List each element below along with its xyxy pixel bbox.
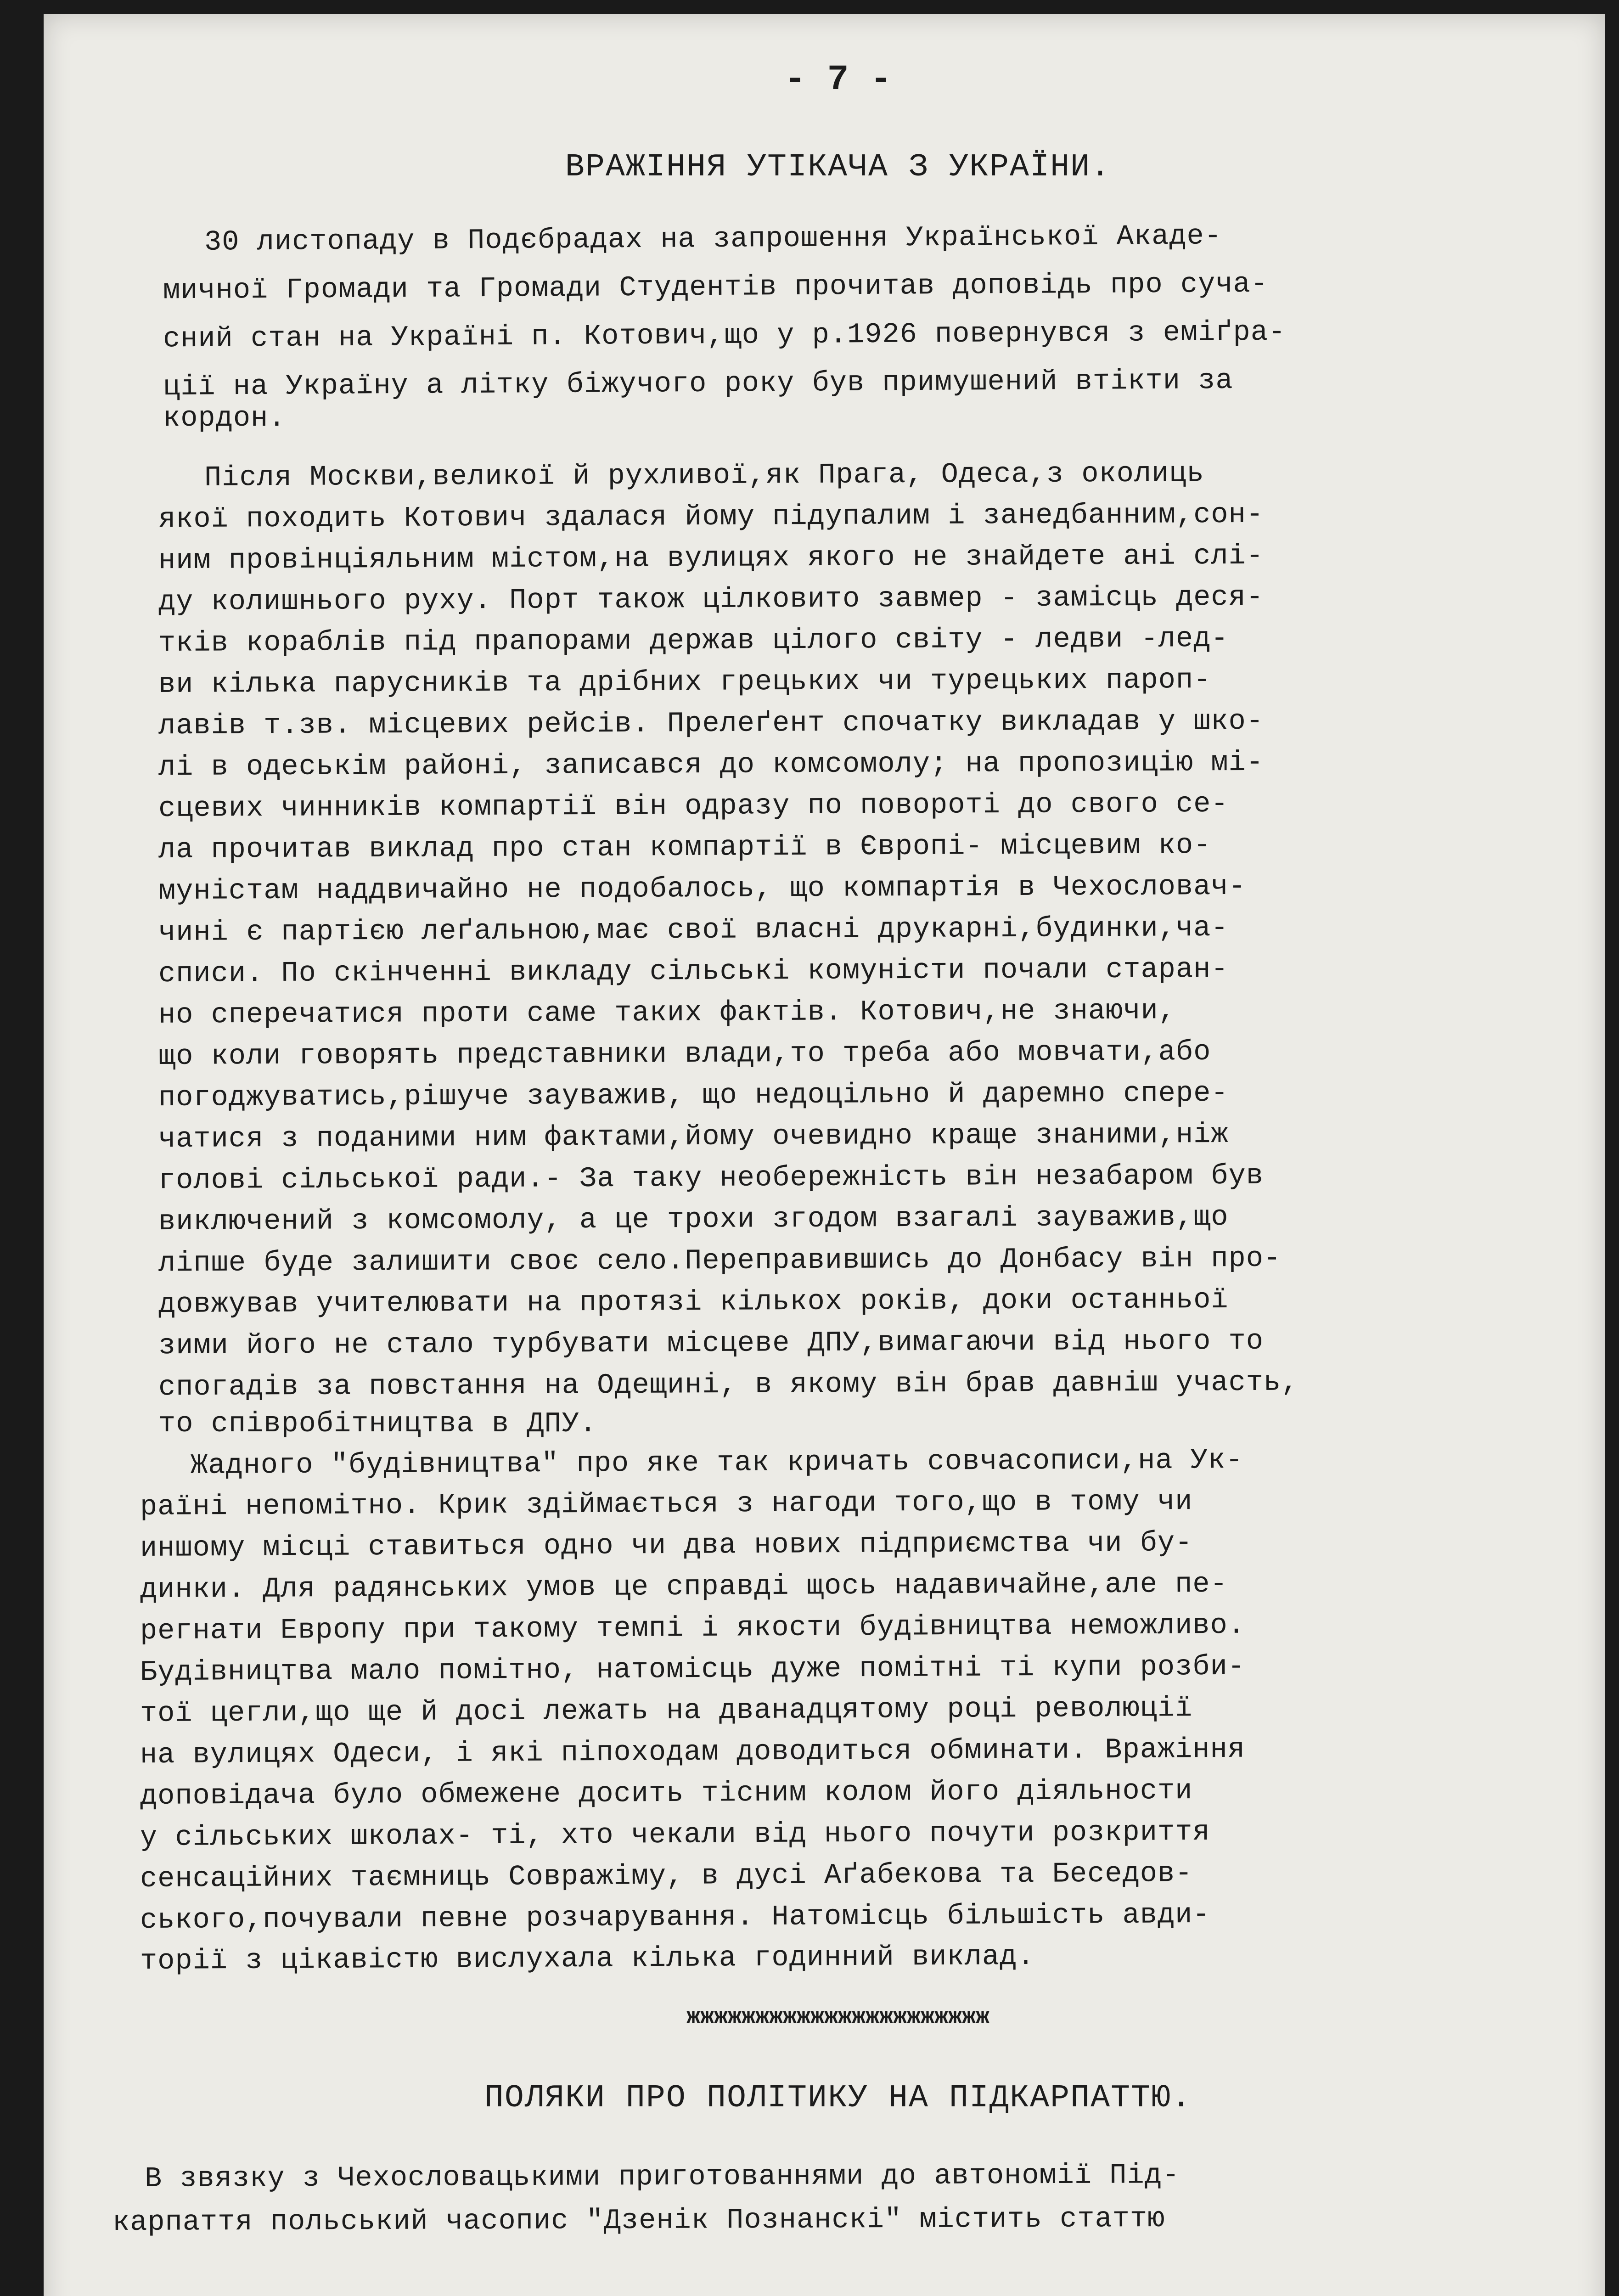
text-line: що коли говорять представники влади,то треба або мовчати,або [158, 1035, 1211, 1073]
text-line: лавів т.зв. місцевих рейсів. Прелеґент спочатку викладав у шко- [158, 704, 1264, 743]
text-line: тків кораблів під прапорами держав цілого світу - ледви -лед- [158, 622, 1229, 660]
text-line: у сільських школах- ті, хто чекали від нього почути розкриття [140, 1815, 1210, 1854]
text-line: ду колишнього руху. Порт також цілковито завмер - замісць деся- [158, 580, 1264, 619]
text-line: 30 листопаду в Подєбрадах на запрошення Української Акаде- [204, 219, 1222, 259]
text-line: торії з цікавістю вислухала кілька годинний виклад. [140, 1940, 1035, 1978]
text-line: раїні непомітно. Крик здіймається з нагоди того,що в тому чи [140, 1485, 1193, 1524]
text-line: регнати Европу при такому темпі і якости будівництва неможливо. [140, 1609, 1246, 1648]
text-line: списи. По скінченні викладу сільські комуністи почали старан- [158, 952, 1229, 990]
text-line: муністам наддвичайно не подобалось, що компартія в Чехословач- [158, 870, 1246, 908]
text-line: погоджуватись,рішуче зауважив, що недоцільно й даремно спере- [158, 1076, 1229, 1114]
text-line: ліпше буде залишити своє село.Переправившись до Донбасу він про- [158, 1242, 1282, 1280]
document-page [44, 14, 1605, 2296]
text-line: иншому місці ставиться одно чи два нових підприємства чи бу- [140, 1526, 1193, 1565]
text-line: карпаття польський часопис "Дзенік Познанскі" містить статтю [112, 2202, 1165, 2239]
text-line: зими його не стало турбувати місцеве ДПУ,вимагаючи від нього то [158, 1324, 1264, 1362]
page-number: - 7 - [784, 60, 892, 100]
article-title-poles: ПОЛЯКИ ПРО ПОЛІТИКУ НА ПІДКАРПАТТЮ. [484, 2080, 1192, 2116]
section-separator: жжжжжжжжжжжжжжжжжжжжжж [686, 2004, 990, 2031]
text-line: Жадного "будівництва" про яке так кричать совчасописи,на Ук- [190, 1443, 1243, 1482]
text-line: ви кілька парусників та дрібних грецьких чи турецьких пароп- [158, 663, 1211, 701]
text-line: динки. Для радянських умов це справді щось надавичайне,але пе- [140, 1567, 1228, 1606]
text-line: Після Москви,великої й рухливої,як Прага, Одеса,з околиць [204, 457, 1204, 494]
text-line: чатися з поданими ним фактами,йому очевидно краще знаними,ніж [158, 1118, 1229, 1156]
text-line: ним провінціяльним містом,на вулицях якого не знайдете ані слі- [158, 539, 1264, 577]
text-line: ції на Україну а літку біжучого року був примушений втікти за [163, 364, 1233, 404]
text-line: якої походить Котович здалася йому підупалим і занедбанним,сон- [158, 498, 1264, 536]
text-line: голові сільської ради.- За таку необережність він незабаром був [158, 1159, 1264, 1197]
text-line: В звязку з Чехословацькими приготованнями до автономії Під- [144, 2159, 1180, 2195]
text-line: на вулицях Одеси, і які піпоходам доводиться обминати. Вражіння [140, 1733, 1246, 1772]
text-line: но сперечатися проти саме таких фактів. Котович,не знаючи, [158, 994, 1176, 1031]
text-line: мичної Громади та Громади Студентів прочитав доповідь про суча- [163, 267, 1269, 307]
text-line: довжував учителювати на протязі кількох років, доки останньої [158, 1283, 1229, 1321]
text-line: спогадів за повстання на Одещині, в якому він брав давніш участь, [158, 1366, 1299, 1404]
text-line: сний стан на Україні п. Котович,що у р.1926 повернувся з еміґра- [163, 315, 1286, 355]
text-line: Будівництва мало помітно, натомісць дуже помітні ті купи розби- [140, 1650, 1246, 1689]
article-title-impressions: ВРАЖІННЯ УТІКАЧА З УКРАЇНИ. [565, 149, 1111, 186]
text-line: то співробітництва в ДПУ. [158, 1407, 597, 1440]
text-line: кордон. [163, 402, 286, 434]
text-line: чині є партією леґальною,має свої власні друкарні,будинки,ча- [158, 911, 1229, 949]
text-line: доповідача було обмежене досить тісним колом його діяльности [140, 1774, 1193, 1813]
text-line: виключений з комсомолу, а це трохи згодом взагалі зауважив,що [158, 1200, 1229, 1238]
text-line: ського,почували певне розчарування. Натомісць більшість авди- [140, 1898, 1210, 1937]
text-line: сцевих чинників компартії він одразу по повороті до свого се- [158, 787, 1229, 825]
text-line: лі в одеськім районі, записався до комсомолу; на пропозицію мі- [158, 746, 1264, 784]
text-line: тої цегли,що ще й досі лежать на дванадцятому році революції [140, 1691, 1193, 1730]
text-line: ла прочитав виклад про стан компартії в Європі- місцевим ко- [158, 828, 1211, 867]
text-line: сенсаційних таємниць Совражіму, в дусі Аґабекова та Беседов- [140, 1857, 1193, 1896]
